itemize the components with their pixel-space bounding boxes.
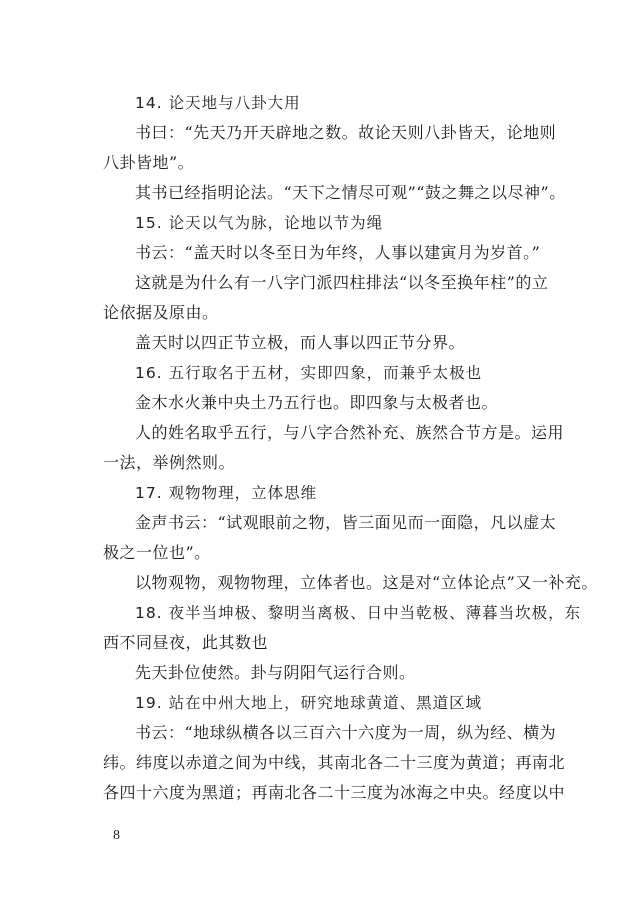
section-heading-15: 15. 论天以气为脉，论地以节为绳 [135, 214, 384, 232]
paragraph-line: 金木水火兼中央土乃五行也。即四象与太极者也。 [135, 393, 499, 412]
section-heading-18-continued: 西不同昼夜，此其数也 [103, 633, 269, 652]
paragraph-line: 先天卦位使然。卦与阴阳气运行合则。 [135, 663, 416, 682]
section-heading-19: 19. 站在中州大地上，研究地球黄道、黑道区域 [135, 694, 483, 712]
paragraph-line: 八卦皆地”。 [103, 153, 195, 172]
section-heading-18: 18. 夜半当坤极、黎明当离极、日中当乾极、薄暮当坎极，东 [135, 604, 582, 622]
section-heading-16: 16. 五行取名于五材，实即四象，而兼乎太极也 [135, 364, 483, 382]
paragraph-line: 书云：“盖天时以冬至日为年终，人事以建寅月为岁首。” [135, 243, 541, 262]
paragraph-line: 人的姓名取乎五行，与八字合然补充、族然合节方是。运用 [135, 423, 565, 442]
document-page [103, 88, 598, 808]
paragraph-line: 极之一位也”。 [103, 543, 211, 562]
paragraph-line: 纬。纬度以赤道之间为中线，其南北各二十三度为黄道；再南北 [103, 753, 566, 772]
paragraph-line: 论依据及原由。 [103, 303, 219, 322]
paragraph-line: 书云：“地球纵横各以三百六十六度为一周，纵为经、横为 [135, 723, 557, 742]
paragraph-line: 这就是为什么有一八字门派四柱排法“以冬至换年柱”的立 [135, 273, 549, 292]
paragraph-line: 以物观物，观物物理，立体者也。这是对“立体论点”又一补充。 [135, 573, 598, 592]
page-number: 8 [113, 828, 120, 843]
paragraph-line: 盖天时以四正节立极，而人事以四正节分界。 [135, 333, 466, 352]
paragraph-line: 一法，举例然则。 [103, 453, 236, 472]
section-heading-17: 17. 观物物理，立体思维 [135, 484, 318, 502]
paragraph-line: 其书已经指明论法。“天下之情尽可观”“鼓之舞之以尽神”。 [135, 183, 566, 202]
paragraph-line: 金声书云：“试观眼前之物，皆三面见而一面隐，凡以虚太 [135, 513, 557, 532]
paragraph-line: 各四十六度为黑道；再南北各二十三度为冰海之中央。经度以中 [103, 783, 566, 802]
paragraph-line: 书曰：“先天乃开天辟地之数。故论天则八卦皆天，论地则 [135, 123, 557, 142]
section-heading-14: 14. 论天地与八卦大用 [135, 94, 301, 112]
